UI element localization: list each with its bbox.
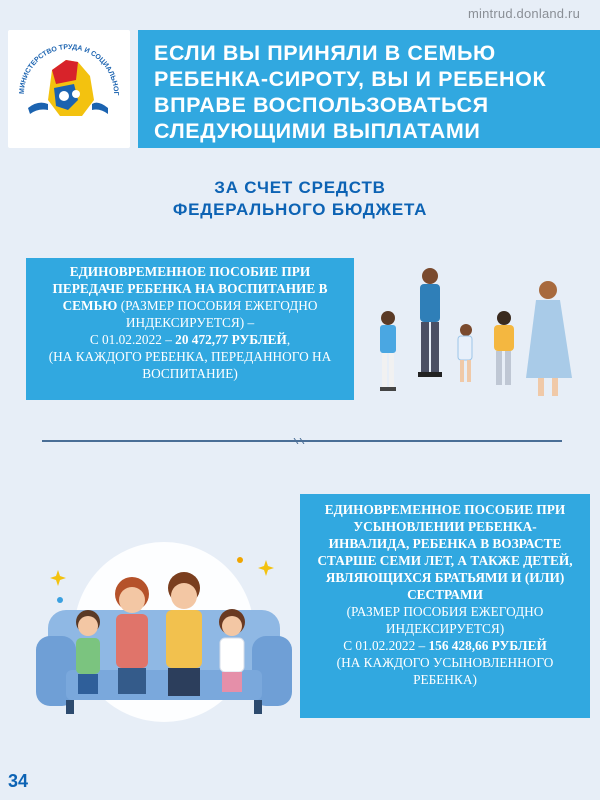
benefit-1-amount: 20 472,77 РУБЛЕЙ — [175, 332, 287, 347]
family-sofa-illustration — [36, 540, 292, 725]
benefit-1-amount-tail: , — [286, 332, 291, 347]
family-walking-illustration — [368, 258, 584, 416]
sofa-mother-figure — [115, 577, 149, 694]
benefit-1-footnote: (НА КАЖДОГО РЕБЕНКА, ПЕРЕДАННОГО НА ВОСПИТАНИЕ) — [48, 349, 332, 381]
logo-emblem — [28, 60, 108, 116]
benefit-2-amount: 156 428,66 РУБЛЕЙ — [428, 638, 547, 653]
site-url: mintrud.donland.ru — [468, 6, 580, 21]
page-number: 34 — [8, 771, 29, 791]
section-divider — [42, 438, 562, 444]
benefit-box-1 — [26, 258, 354, 400]
boy-figure — [380, 311, 396, 391]
benefit-2-footnote: (НА КАЖДОГО УСЫНОВЛЕННОГО РЕБЕНКА) — [336, 655, 554, 687]
mother-figure — [526, 281, 572, 396]
boy-orange-figure — [494, 311, 514, 385]
benefit-2-lead: ЕДИНОВРЕМЕННОЕ ПОСОБИЕ ПРИ УСЫНОВЛЕНИИ РЕБЕНКА-ИНВАЛИДА, РЕБЕНКА В ВОЗРАСТЕ СТАРШЕ СЕМИ ЛЕТ, А ТАКЖЕ ДЕТЕЙ, ЯВЛЯЮЩИХСЯ БРАТЬЯМИ И (ИЛИ) СЕСТРАМИ — [317, 502, 573, 602]
benefit-1-note: (РАЗМЕР ПОСОБИЯ ЕЖЕГОДНО ИНДЕКСИРУЕТСЯ) – — [117, 298, 318, 330]
logo-arc-text: МИНИСТЕРСТВО ТРУДА И СОЦИАЛЬНОГ — [18, 43, 120, 96]
girl-figure — [458, 324, 472, 382]
section-title: ЗА СЧЕТ СРЕДСТВ ФЕДЕРАЛЬНОГО БЮДЖЕТА — [172, 178, 428, 219]
sofa — [36, 610, 292, 714]
father-figure — [418, 268, 442, 377]
benefit-2-date: С 01.02.2022 – — [343, 638, 429, 653]
benefit-2-note: (РАЗМЕР ПОСОБИЯ ЕЖЕГОДНО ИНДЕКСИРУЕТСЯ) — [346, 604, 544, 636]
header-title: ЕСЛИ ВЫ ПРИНЯЛИ В СЕМЬЮ РЕБЕНКА-СИРОТУ, ВЫ И РЕБЕНОК ВПРАВЕ ВОСПОЛЬЗОВАТЬСЯ СЛЕДУЮЩИМИ ВЫПЛАТАМИ — [154, 41, 547, 143]
sofa-father-figure — [166, 572, 202, 696]
benefit-box-2 — [300, 494, 590, 718]
benefit-1-date: С 01.02.2022 – — [89, 332, 176, 347]
sofa-boy-figure — [76, 610, 100, 694]
ministry-logo — [8, 30, 130, 148]
benefit-1-lead: ЕДИНОВРЕМЕННОЕ ПОСОБИЕ ПРИ ПЕРЕДАЧЕ РЕБЕНКА НА ВОСПИТАНИЕ В СЕМЬЮ — [52, 264, 328, 313]
sofa-girl-figure — [219, 609, 245, 692]
header-banner — [138, 30, 600, 148]
